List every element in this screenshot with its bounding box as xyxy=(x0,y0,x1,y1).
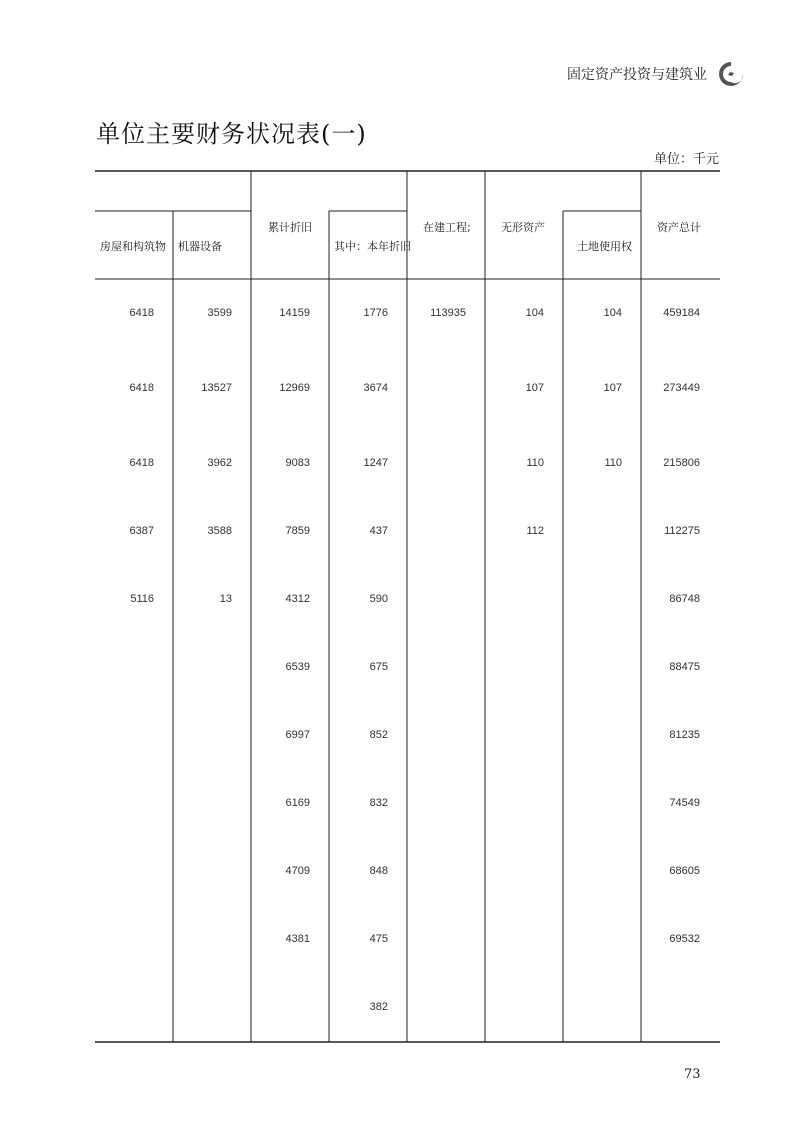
table-cell: 273449 xyxy=(663,382,700,394)
table-cell: 675 xyxy=(369,661,388,673)
table-cell: 6387 xyxy=(129,525,154,537)
table-cell: 9083 xyxy=(285,457,310,469)
table-cell: 215806 xyxy=(663,457,700,469)
table-cell: 112275 xyxy=(664,525,700,537)
table-cell: 12969 xyxy=(279,382,310,394)
table-cell: 1776 xyxy=(363,307,388,319)
table-cell: 3599 xyxy=(207,307,232,319)
table-cell: 1247 xyxy=(363,457,388,469)
table-cell: 5116 xyxy=(130,593,154,605)
unit-label: 单位：千元 xyxy=(653,152,719,167)
table-cell: 81235 xyxy=(669,729,700,741)
page-title: 单位主要财务状况表(一) xyxy=(96,120,367,148)
table-cell: 7859 xyxy=(285,525,310,537)
table-cell: 86748 xyxy=(669,593,700,605)
table-cell: 6539 xyxy=(285,661,310,673)
table-cell: 3962 xyxy=(207,457,232,469)
table-cell: 107 xyxy=(603,382,622,394)
table-cell: 6418 xyxy=(129,307,154,319)
table-cell: 107 xyxy=(525,382,544,394)
section-title: 固定资产投资与建筑业 xyxy=(567,67,707,83)
table-cell: 68605 xyxy=(669,865,700,877)
table-cell: 6169 xyxy=(285,797,310,809)
column-header-total-assets: 资产总计 xyxy=(657,221,701,234)
column-header-accumulated-depreciation: 累计折旧 xyxy=(268,221,312,234)
table-cell: 104 xyxy=(525,307,544,319)
column-header-land-use-rights: 土地使用权 xyxy=(577,240,632,253)
column-header-current-year-depreciation: 其中：本年折旧 xyxy=(334,240,411,253)
table-cell: 4312 xyxy=(285,593,310,605)
table-cell: 14159 xyxy=(279,307,310,319)
table-cell: 459184 xyxy=(663,307,700,319)
table-cell: 88475 xyxy=(669,661,700,673)
table-cell: 832 xyxy=(369,797,388,809)
table-cell: 110 xyxy=(604,457,622,469)
table-cell: 13527 xyxy=(201,382,232,394)
column-header-intangible-assets: 无形资产 xyxy=(501,221,545,234)
table-cell: 4381 xyxy=(285,933,310,945)
table-cell: 3674 xyxy=(363,382,388,394)
table-cell: 852 xyxy=(369,729,388,741)
column-header-buildings: 房屋和构筑物 xyxy=(100,240,166,253)
table-cell: 69532 xyxy=(669,933,700,945)
table-cell: 6997 xyxy=(285,729,310,741)
table-cell: 110 xyxy=(526,457,544,469)
table-cell: 590 xyxy=(369,593,388,605)
table-cell: 437 xyxy=(369,525,388,537)
table-cell: 112 xyxy=(526,525,544,537)
table-cell: 104 xyxy=(603,307,622,319)
table-cell: 475 xyxy=(369,933,388,945)
page-number: 73 xyxy=(684,1067,701,1082)
table-cell: 74549 xyxy=(669,797,700,809)
table-cell: 848 xyxy=(369,865,388,877)
table-cell: 4709 xyxy=(285,865,310,877)
table-cell: 382 xyxy=(369,1001,388,1013)
table-cell: 113935 xyxy=(430,307,466,319)
table-cell: 6418 xyxy=(129,457,154,469)
table-cell: 3588 xyxy=(207,525,232,537)
table-cell: 13 xyxy=(219,593,232,605)
column-header-construction-in-progress: 在建工程; xyxy=(423,221,471,234)
column-header-machinery: 机器设备 xyxy=(178,240,222,253)
table-cell: 6418 xyxy=(129,382,154,394)
